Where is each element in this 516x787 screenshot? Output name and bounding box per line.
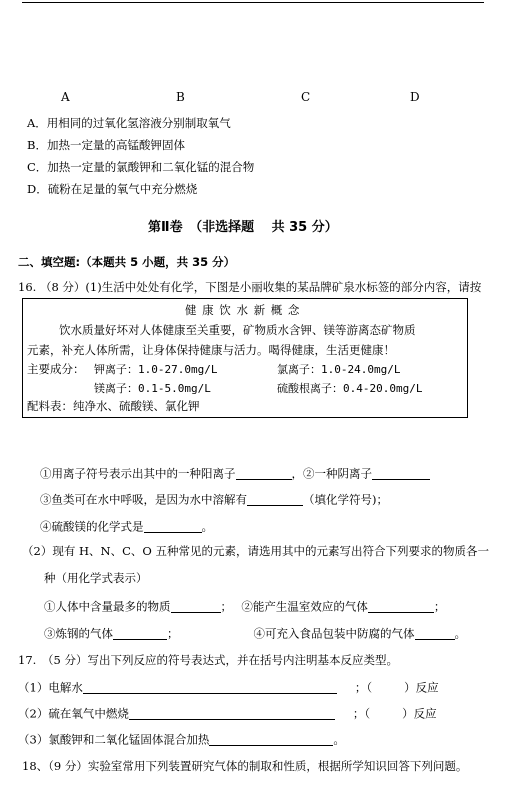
q16-2-line1: （2）现有 H、N、C、O 五种常见的元素，请选用其中的元素写出符合下列要求的物质各一 [22, 544, 489, 558]
label-box-ingredients: 配料表：纯净水、硫酸镁、氯化钾 [27, 399, 200, 413]
label-box-main-ingredients: 主要成分： [27, 362, 85, 376]
q16-sub3 [40, 493, 388, 506]
q17-2-suffix: ）反应 [402, 706, 437, 721]
section-title: 第Ⅱ卷 （非选择题 共 35 分） [148, 220, 338, 235]
option-b: B．加热一定量的高锰酸钾固体 [27, 138, 185, 152]
q16-intro: 16. （8 分）(1)生活中处处有化学，下图是小丽收集的某品牌矿泉水标签的部分内容，请按 [18, 280, 482, 294]
answer-blank-electrolysis[interactable] [83, 681, 337, 694]
answer-blank-steelmaking-gas[interactable] [113, 627, 167, 640]
q16-2-a2: ； ②能产生温室效应的气体 [220, 599, 368, 614]
option-c: C．加热一定量的氯酸钾和二氧化锰的混合物 [27, 160, 255, 174]
q17-1-paren: （ [366, 680, 373, 695]
q16-sub1 [40, 467, 430, 480]
q16-sub1-b: ，②一种阴离子 [291, 466, 372, 481]
label-box-title: 健 康 饮 水 新 概 念 [185, 303, 301, 317]
answer-blank-food-packaging-gas[interactable] [415, 627, 455, 640]
q16-2-b3: ④可充入食品包装中防腐的气体 [253, 626, 415, 641]
answer-blank-anion[interactable] [372, 467, 430, 480]
label-box-line1: 饮水质量好坏对人体健康至关重要，矿物质水含钾、镁等游离态矿物质 [59, 323, 416, 337]
q16-2-row-b [44, 627, 466, 640]
q16-2-b2: ； [167, 626, 179, 641]
q16-sub3-a: ③鱼类可在水中呼吸，是因为水中溶解有 [40, 492, 247, 507]
q17-2 [18, 707, 437, 720]
graph-label-d: D [410, 90, 420, 104]
q17-intro: 17. （5 分）写出下列反应的符号表达式，并在括号内注明基本反应类型。 [18, 653, 399, 667]
q18-intro: 18、（9 分）实验室常用下列装置研究气体的制取和性质，根据所学知识回答下列问题。 [22, 759, 468, 773]
q16-2-line2: 种（用化学式表示） [44, 571, 148, 585]
q16-sub4 [40, 520, 213, 533]
graph-label-b: B [176, 90, 185, 104]
q16-2-row-a [44, 600, 445, 613]
label-box-so4-ion: 硫酸根离子：0.4-20.0mg/L [277, 382, 423, 395]
answer-blank-sulfur-combustion[interactable] [129, 707, 335, 720]
q16-sub4-a: ④硫酸镁的化学式是 [40, 519, 144, 534]
q17-3-period: 。 [333, 732, 345, 747]
answer-blank-dissolved-gas[interactable] [247, 493, 303, 506]
q17-3 [18, 733, 345, 746]
label-box-cl-ion: 氯离子：1.0-24.0mg/L [277, 363, 401, 376]
q17-2-semicolon: ； [352, 706, 365, 721]
q17-2-label: （2）硫在氧气中燃烧 [18, 706, 129, 721]
q16-2-b4: 。 [454, 626, 466, 641]
graph-label-a: A [61, 90, 70, 104]
q16-sub1-a: ①用离子符号表示出其中的一种阳离子 [40, 466, 236, 481]
label-box-k-ion: 钾离子：1.0-27.0mg/L [94, 363, 218, 376]
q16-sub3-b: （填化学符号)； [303, 492, 388, 507]
q17-1 [18, 681, 439, 694]
q16-2-b1: ③炼钢的气体 [44, 626, 113, 641]
graph-label-c: C [301, 90, 311, 104]
answer-blank-kclo3-heating[interactable] [209, 733, 333, 746]
q17-1-semicolon: ； [354, 680, 367, 695]
answer-blank-greenhouse-gas[interactable] [368, 600, 434, 613]
option-a: A．用相同的过氧化氢溶液分别制取氧气 [27, 116, 231, 130]
answer-blank-most-abundant[interactable] [171, 600, 221, 613]
q17-2-paren: （ [364, 706, 371, 721]
answer-blank-cation[interactable] [236, 467, 292, 480]
q17-1-suffix: ）反应 [404, 680, 439, 695]
q17-1-label: （1）电解水 [18, 680, 83, 695]
label-box-mg-ion: 镁离子：0.1-5.0mg/L [94, 382, 211, 395]
top-rule [22, 2, 484, 3]
q16-2-a1: ①人体中含量最多的物质 [44, 599, 171, 614]
q16-2-a3: ； [433, 599, 446, 614]
option-d: D．硫粉在足量的氧气中充分燃烧 [27, 182, 198, 196]
part-heading: 二、填空题:（本题共 5 小题，共 35 分） [18, 255, 236, 269]
q17-3-label: （3）氯酸钾和二氧化锰固体混合加热 [18, 732, 210, 747]
label-box-line2: 元素，补充人体所需，让身体保持健康与活力。喝得健康，生活更健康！ [27, 343, 395, 357]
answer-blank-mgso4[interactable] [144, 520, 202, 533]
q16-sub4-b: 。 [201, 519, 213, 534]
